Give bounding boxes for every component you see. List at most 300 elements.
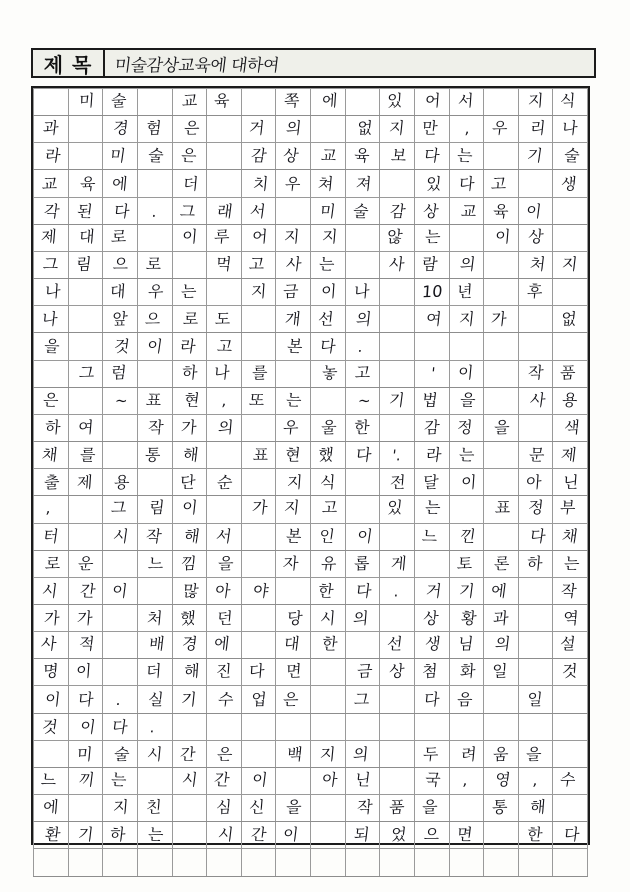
manuscript-cell[interactable]: 험 (137, 116, 172, 143)
manuscript-cell[interactable] (276, 360, 311, 387)
manuscript-cell[interactable] (311, 713, 346, 740)
manuscript-cell[interactable]: 생 (414, 632, 449, 659)
manuscript-cell[interactable] (380, 170, 415, 197)
manuscript-cell[interactable]: 용 (103, 469, 138, 496)
manuscript-cell[interactable] (518, 713, 553, 740)
manuscript-cell[interactable] (484, 279, 519, 306)
manuscript-cell[interactable]: 기 (449, 577, 484, 604)
manuscript-cell[interactable]: 치 (241, 170, 276, 197)
manuscript-cell[interactable]: 그 (68, 360, 103, 387)
manuscript-cell[interactable]: 10 (414, 279, 449, 306)
manuscript-cell[interactable]: 육 (207, 89, 242, 116)
manuscript-cell[interactable] (449, 795, 484, 822)
manuscript-cell[interactable]: 술 (103, 89, 138, 116)
manuscript-cell[interactable]: 일 (484, 659, 519, 686)
manuscript-cell[interactable] (311, 686, 346, 713)
manuscript-cell[interactable]: 문 (518, 442, 553, 469)
manuscript-cell[interactable]: 아 (518, 469, 553, 496)
manuscript-cell[interactable]: 식 (311, 469, 346, 496)
manuscript-cell[interactable] (276, 767, 311, 794)
manuscript-cell[interactable]: 제 (34, 224, 69, 251)
manuscript-cell[interactable]: 우 (276, 414, 311, 441)
manuscript-cell[interactable]: 로 (137, 251, 172, 278)
manuscript-cell[interactable] (137, 170, 172, 197)
manuscript-cell[interactable]: 사 (518, 387, 553, 414)
manuscript-cell[interactable] (68, 387, 103, 414)
manuscript-cell[interactable]: 상 (380, 659, 415, 686)
manuscript-cell[interactable]: 과 (34, 116, 69, 143)
manuscript-cell[interactable]: 럼 (103, 360, 138, 387)
manuscript-cell[interactable]: 통 (484, 795, 519, 822)
manuscript-cell[interactable]: 거 (414, 577, 449, 604)
manuscript-cell[interactable]: 감 (414, 414, 449, 441)
manuscript-cell[interactable]: 지 (311, 224, 346, 251)
manuscript-cell[interactable]: 되 (345, 822, 380, 849)
manuscript-cell[interactable]: 낌 (172, 550, 207, 577)
manuscript-cell[interactable]: 없 (553, 306, 588, 333)
manuscript-cell[interactable] (380, 849, 415, 876)
manuscript-cell[interactable]: 그 (345, 686, 380, 713)
manuscript-cell[interactable]: 국 (414, 767, 449, 794)
manuscript-cell[interactable]: 식 (553, 89, 588, 116)
manuscript-cell[interactable] (449, 496, 484, 523)
manuscript-cell[interactable]: 었 (380, 822, 415, 849)
manuscript-cell[interactable] (518, 170, 553, 197)
manuscript-cell[interactable]: 현 (276, 442, 311, 469)
manuscript-cell[interactable] (380, 767, 415, 794)
title-value[interactable]: 미술감상교육에 대하여 (113, 55, 281, 76)
manuscript-cell[interactable]: 나 (34, 306, 69, 333)
manuscript-cell[interactable]: 에 (103, 170, 138, 197)
manuscript-cell[interactable]: 는 (414, 224, 449, 251)
manuscript-cell[interactable] (311, 795, 346, 822)
manuscript-cell[interactable]: 다 (518, 523, 553, 550)
manuscript-cell[interactable]: 지 (241, 279, 276, 306)
manuscript-cell[interactable]: 선 (311, 306, 346, 333)
manuscript-cell[interactable]: 년 (449, 279, 484, 306)
manuscript-cell[interactable] (380, 414, 415, 441)
manuscript-cell[interactable]: 교 (172, 89, 207, 116)
manuscript-cell[interactable]: 는 (449, 442, 484, 469)
manuscript-cell[interactable]: 으 (137, 306, 172, 333)
manuscript-cell[interactable]: 교 (311, 143, 346, 170)
manuscript-cell[interactable] (172, 713, 207, 740)
manuscript-cell[interactable]: 다 (414, 143, 449, 170)
manuscript-cell[interactable]: 했 (172, 604, 207, 631)
manuscript-cell[interactable] (518, 577, 553, 604)
manuscript-cell[interactable] (207, 713, 242, 740)
manuscript-cell[interactable]: 백 (276, 740, 311, 767)
manuscript-cell[interactable]: 육 (345, 143, 380, 170)
manuscript-cell[interactable]: 시 (311, 604, 346, 631)
manuscript-cell[interactable]: 했 (311, 442, 346, 469)
manuscript-cell[interactable] (380, 279, 415, 306)
manuscript-cell[interactable]: 다 (311, 333, 346, 360)
manuscript-cell[interactable] (34, 740, 69, 767)
manuscript-cell[interactable]: 있 (380, 496, 415, 523)
manuscript-cell[interactable] (172, 251, 207, 278)
manuscript-cell[interactable]: 는 (414, 496, 449, 523)
manuscript-cell[interactable]: 는 (553, 550, 588, 577)
manuscript-cell[interactable]: 법 (414, 387, 449, 414)
manuscript-cell[interactable]: 환 (34, 822, 69, 849)
manuscript-cell[interactable] (380, 360, 415, 387)
manuscript-cell[interactable]: 다 (103, 197, 138, 224)
manuscript-cell[interactable] (449, 713, 484, 740)
manuscript-cell[interactable] (241, 469, 276, 496)
manuscript-cell[interactable]: . (380, 577, 415, 604)
manuscript-cell[interactable] (484, 387, 519, 414)
manuscript-cell[interactable] (207, 143, 242, 170)
manuscript-cell[interactable]: 대 (68, 224, 103, 251)
manuscript-cell[interactable]: 루 (207, 224, 242, 251)
manuscript-cell[interactable] (276, 577, 311, 604)
manuscript-cell[interactable]: 을 (34, 333, 69, 360)
manuscript-cell[interactable]: 닌 (345, 767, 380, 794)
manuscript-cell[interactable]: 금 (345, 659, 380, 686)
manuscript-cell[interactable]: 친 (137, 795, 172, 822)
manuscript-cell[interactable]: 제 (68, 469, 103, 496)
manuscript-cell[interactable]: 울 (311, 414, 346, 441)
manuscript-cell[interactable]: 이 (241, 767, 276, 794)
manuscript-cell[interactable] (553, 333, 588, 360)
manuscript-cell[interactable] (137, 767, 172, 794)
manuscript-cell[interactable]: 놓 (311, 360, 346, 387)
manuscript-cell[interactable]: , (207, 387, 242, 414)
manuscript-cell[interactable]: 기 (380, 387, 415, 414)
manuscript-cell[interactable] (311, 822, 346, 849)
manuscript-cell[interactable]: 용 (553, 387, 588, 414)
manuscript-cell[interactable]: , (518, 767, 553, 794)
manuscript-cell[interactable]: . (345, 333, 380, 360)
manuscript-cell[interactable]: 현 (172, 387, 207, 414)
manuscript-cell[interactable]: 이 (276, 822, 311, 849)
manuscript-cell[interactable]: 감 (380, 197, 415, 224)
manuscript-cell[interactable]: 있 (380, 89, 415, 116)
manuscript-cell[interactable] (345, 224, 380, 251)
manuscript-cell[interactable]: 교 (449, 197, 484, 224)
manuscript-cell[interactable] (103, 604, 138, 631)
manuscript-cell[interactable]: 나 (345, 279, 380, 306)
manuscript-cell[interactable]: 을 (207, 550, 242, 577)
manuscript-cell[interactable]: 단 (172, 469, 207, 496)
manuscript-cell[interactable]: 은 (276, 686, 311, 713)
manuscript-cell[interactable] (484, 360, 519, 387)
manuscript-cell[interactable]: 술 (137, 143, 172, 170)
manuscript-cell[interactable]: 다 (553, 822, 588, 849)
manuscript-cell[interactable]: 은 (172, 116, 207, 143)
manuscript-cell[interactable] (553, 849, 588, 876)
manuscript-cell[interactable]: 에 (207, 632, 242, 659)
manuscript-cell[interactable] (137, 469, 172, 496)
manuscript-cell[interactable]: 하 (103, 822, 138, 849)
manuscript-cell[interactable] (484, 469, 519, 496)
manuscript-cell[interactable] (241, 632, 276, 659)
manuscript-cell[interactable]: 님 (449, 632, 484, 659)
manuscript-cell[interactable]: 작 (345, 795, 380, 822)
manuscript-cell[interactable]: 이 (518, 197, 553, 224)
manuscript-cell[interactable]: 미 (103, 143, 138, 170)
manuscript-cell[interactable]: 이 (103, 577, 138, 604)
manuscript-cell[interactable]: 시 (137, 740, 172, 767)
manuscript-cell[interactable] (345, 251, 380, 278)
manuscript-cell[interactable]: 거 (241, 116, 276, 143)
manuscript-cell[interactable] (345, 89, 380, 116)
manuscript-cell[interactable]: 표 (137, 387, 172, 414)
manuscript-cell[interactable]: 하 (518, 550, 553, 577)
manuscript-cell[interactable]: 통 (137, 442, 172, 469)
manuscript-cell[interactable]: 상 (414, 197, 449, 224)
manuscript-cell[interactable]: 개 (276, 306, 311, 333)
manuscript-cell[interactable]: 정 (518, 496, 553, 523)
manuscript-cell[interactable]: 사 (380, 251, 415, 278)
manuscript-cell[interactable] (241, 333, 276, 360)
manuscript-cell[interactable]: 것 (553, 659, 588, 686)
manuscript-cell[interactable] (207, 170, 242, 197)
manuscript-cell[interactable]: 순 (207, 469, 242, 496)
manuscript-cell[interactable] (68, 496, 103, 523)
manuscript-cell[interactable]: 나 (34, 279, 69, 306)
manuscript-cell[interactable]: 다 (449, 170, 484, 197)
manuscript-cell[interactable]: 토 (449, 550, 484, 577)
manuscript-cell[interactable] (241, 740, 276, 767)
manuscript-cell[interactable]: 채 (34, 442, 69, 469)
manuscript-cell[interactable]: 대 (103, 279, 138, 306)
manuscript-cell[interactable]: 된 (68, 197, 103, 224)
manuscript-cell[interactable] (380, 306, 415, 333)
manuscript-cell[interactable]: 이 (449, 360, 484, 387)
manuscript-cell[interactable] (241, 849, 276, 876)
manuscript-cell[interactable]: 있 (414, 170, 449, 197)
manuscript-cell[interactable]: 품 (553, 360, 588, 387)
manuscript-cell[interactable]: 느 (137, 550, 172, 577)
manuscript-cell[interactable]: 을 (518, 740, 553, 767)
manuscript-cell[interactable]: 이 (172, 224, 207, 251)
manuscript-cell[interactable]: . (137, 713, 172, 740)
manuscript-cell[interactable]: 쳐 (311, 170, 346, 197)
manuscript-cell[interactable] (241, 89, 276, 116)
manuscript-cell[interactable]: 인 (311, 523, 346, 550)
manuscript-cell[interactable]: 적 (68, 632, 103, 659)
manuscript-cell[interactable]: 가 (34, 604, 69, 631)
manuscript-cell[interactable]: 않 (380, 224, 415, 251)
manuscript-cell[interactable]: 사 (276, 251, 311, 278)
manuscript-cell[interactable]: 로 (34, 550, 69, 577)
manuscript-cell[interactable] (241, 523, 276, 550)
manuscript-cell[interactable]: 지 (518, 89, 553, 116)
manuscript-cell[interactable] (380, 740, 415, 767)
manuscript-cell[interactable]: 던 (207, 604, 242, 631)
manuscript-cell[interactable]: 미 (311, 197, 346, 224)
manuscript-cell[interactable]: 육 (484, 197, 519, 224)
manuscript-cell[interactable] (311, 849, 346, 876)
manuscript-cell[interactable]: 를 (68, 442, 103, 469)
manuscript-cell[interactable]: 황 (449, 604, 484, 631)
manuscript-cell[interactable]: 후 (518, 279, 553, 306)
manuscript-cell[interactable]: 으 (414, 822, 449, 849)
manuscript-cell[interactable] (380, 604, 415, 631)
manuscript-cell[interactable]: 명 (34, 659, 69, 686)
manuscript-cell[interactable]: 작 (137, 414, 172, 441)
manuscript-cell[interactable] (172, 795, 207, 822)
manuscript-cell[interactable]: 간 (172, 740, 207, 767)
manuscript-cell[interactable] (345, 849, 380, 876)
manuscript-cell[interactable]: 느 (34, 767, 69, 794)
manuscript-cell[interactable]: 다 (103, 713, 138, 740)
manuscript-cell[interactable] (103, 659, 138, 686)
manuscript-cell[interactable]: 라 (414, 442, 449, 469)
manuscript-cell[interactable]: 면 (276, 659, 311, 686)
manuscript-cell[interactable]: 이 (345, 523, 380, 550)
manuscript-cell[interactable] (518, 333, 553, 360)
manuscript-cell[interactable] (518, 659, 553, 686)
manuscript-cell[interactable]: 본 (276, 333, 311, 360)
manuscript-cell[interactable]: 시 (34, 577, 69, 604)
manuscript-cell[interactable] (414, 713, 449, 740)
manuscript-cell[interactable]: ' (414, 360, 449, 387)
manuscript-cell[interactable]: 다 (414, 686, 449, 713)
manuscript-cell[interactable] (449, 224, 484, 251)
manuscript-cell[interactable]: 해 (172, 659, 207, 686)
manuscript-cell[interactable]: 고 (345, 360, 380, 387)
manuscript-cell[interactable]: ~ (103, 387, 138, 414)
manuscript-cell[interactable]: 여 (414, 306, 449, 333)
manuscript-cell[interactable] (34, 360, 69, 387)
manuscript-cell[interactable]: 부 (553, 496, 588, 523)
manuscript-cell[interactable]: 자 (276, 550, 311, 577)
manuscript-cell[interactable] (276, 713, 311, 740)
manuscript-cell[interactable]: 업 (241, 686, 276, 713)
manuscript-cell[interactable]: 역 (553, 604, 588, 631)
manuscript-cell[interactable]: 상 (414, 604, 449, 631)
manuscript-cell[interactable] (34, 89, 69, 116)
manuscript-cell[interactable]: 면 (449, 822, 484, 849)
manuscript-cell[interactable]: 상 (276, 143, 311, 170)
manuscript-cell[interactable]: 서 (241, 197, 276, 224)
manuscript-cell[interactable] (241, 604, 276, 631)
manuscript-cell[interactable]: 본 (276, 523, 311, 550)
manuscript-cell[interactable]: 지 (449, 306, 484, 333)
manuscript-cell[interactable] (553, 197, 588, 224)
manuscript-cell[interactable]: 어 (414, 89, 449, 116)
manuscript-cell[interactable] (241, 713, 276, 740)
manuscript-cell[interactable]: 아 (311, 767, 346, 794)
manuscript-cell[interactable]: 는 (311, 251, 346, 278)
manuscript-cell[interactable] (414, 849, 449, 876)
manuscript-cell[interactable]: 이 (172, 496, 207, 523)
manuscript-cell[interactable]: 로 (172, 306, 207, 333)
manuscript-cell[interactable]: 더 (137, 659, 172, 686)
manuscript-cell[interactable] (484, 849, 519, 876)
manuscript-cell[interactable] (103, 414, 138, 441)
manuscript-cell[interactable]: 기 (172, 686, 207, 713)
manuscript-cell[interactable]: 우 (276, 170, 311, 197)
manuscript-cell[interactable]: 이 (68, 713, 103, 740)
manuscript-cell[interactable]: 서 (449, 89, 484, 116)
manuscript-cell[interactable]: 는 (172, 279, 207, 306)
manuscript-cell[interactable]: 달 (414, 469, 449, 496)
manuscript-cell[interactable]: 가 (172, 414, 207, 441)
manuscript-cell[interactable] (103, 442, 138, 469)
manuscript-cell[interactable]: '. (380, 442, 415, 469)
manuscript-cell[interactable]: 제 (553, 442, 588, 469)
manuscript-cell[interactable] (103, 550, 138, 577)
manuscript-cell[interactable]: 색 (553, 414, 588, 441)
manuscript-cell[interactable] (68, 333, 103, 360)
manuscript-cell[interactable]: 그 (103, 496, 138, 523)
manuscript-cell[interactable]: 한 (311, 577, 346, 604)
manuscript-cell[interactable]: 지 (276, 469, 311, 496)
manuscript-cell[interactable] (518, 414, 553, 441)
manuscript-cell[interactable]: 의 (276, 116, 311, 143)
manuscript-cell[interactable]: 래 (207, 197, 242, 224)
manuscript-cell[interactable] (518, 632, 553, 659)
manuscript-cell[interactable]: 간 (207, 767, 242, 794)
manuscript-cell[interactable]: 당 (276, 604, 311, 631)
manuscript-cell[interactable]: 경 (103, 116, 138, 143)
manuscript-cell[interactable] (414, 333, 449, 360)
manuscript-cell[interactable]: 는 (137, 822, 172, 849)
manuscript-cell[interactable]: 이 (34, 686, 69, 713)
manuscript-cell[interactable]: 그 (34, 251, 69, 278)
manuscript-cell[interactable]: 많 (172, 577, 207, 604)
manuscript-cell[interactable] (380, 523, 415, 550)
manuscript-cell[interactable]: 는 (449, 143, 484, 170)
manuscript-cell[interactable]: 보 (380, 143, 415, 170)
manuscript-cell[interactable]: 에 (34, 795, 69, 822)
manuscript-cell[interactable] (311, 659, 346, 686)
manuscript-cell[interactable] (345, 632, 380, 659)
manuscript-cell[interactable]: 표 (241, 442, 276, 469)
manuscript-cell[interactable] (68, 143, 103, 170)
manuscript-cell[interactable]: 진 (207, 659, 242, 686)
manuscript-cell[interactable] (103, 849, 138, 876)
manuscript-cell[interactable]: 배 (137, 632, 172, 659)
manuscript-cell[interactable]: 으 (103, 251, 138, 278)
manuscript-cell[interactable]: 지 (276, 224, 311, 251)
manuscript-cell[interactable] (380, 713, 415, 740)
manuscript-cell[interactable]: 음 (449, 686, 484, 713)
manuscript-cell[interactable]: 한 (518, 822, 553, 849)
manuscript-cell[interactable]: 유 (311, 550, 346, 577)
manuscript-cell[interactable]: 작 (518, 360, 553, 387)
manuscript-cell[interactable]: , (449, 767, 484, 794)
manuscript-cell[interactable]: 라 (34, 143, 69, 170)
manuscript-cell[interactable] (241, 306, 276, 333)
manuscript-cell[interactable]: 한 (345, 414, 380, 441)
manuscript-cell[interactable] (137, 224, 172, 251)
manuscript-cell[interactable] (68, 523, 103, 550)
manuscript-cell[interactable]: 의 (207, 414, 242, 441)
manuscript-cell[interactable] (68, 279, 103, 306)
manuscript-cell[interactable]: 다 (241, 659, 276, 686)
manuscript-cell[interactable] (207, 442, 242, 469)
manuscript-cell[interactable]: 상 (518, 224, 553, 251)
manuscript-cell[interactable]: 표 (484, 496, 519, 523)
manuscript-cell[interactable] (518, 604, 553, 631)
manuscript-cell[interactable] (484, 686, 519, 713)
manuscript-cell[interactable] (68, 116, 103, 143)
manuscript-cell[interactable]: 론 (484, 550, 519, 577)
manuscript-cell[interactable]: 의 (345, 740, 380, 767)
manuscript-cell[interactable] (484, 333, 519, 360)
manuscript-cell[interactable]: 는 (276, 387, 311, 414)
manuscript-cell[interactable]: 일 (518, 686, 553, 713)
manuscript-cell[interactable]: 경 (172, 632, 207, 659)
manuscript-cell[interactable]: 신 (241, 795, 276, 822)
manuscript-cell[interactable]: 심 (207, 795, 242, 822)
manuscript-cell[interactable]: 려 (449, 740, 484, 767)
